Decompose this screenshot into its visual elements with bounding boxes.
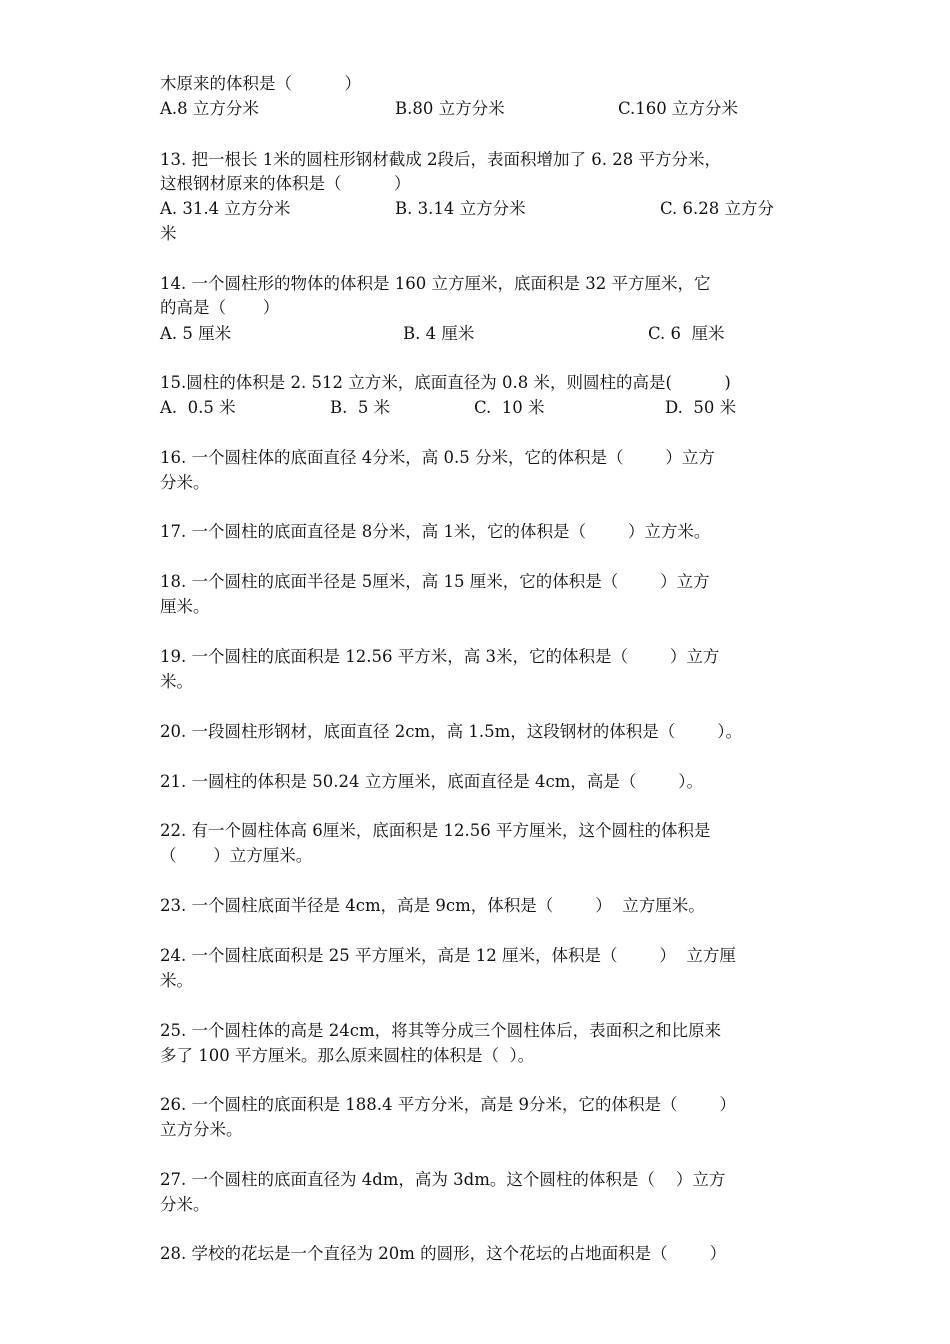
q16-line-1: 16. 一个圆柱体的底面直径 4分米，高 0.5 分米，它的体积是（ ）立方 bbox=[160, 448, 715, 467]
q14-line-2: 的高是（ ） bbox=[160, 298, 280, 317]
q15-option-d: D. 50 米 bbox=[665, 398, 737, 417]
q18-line-1: 18. 一个圆柱的底面半径是 5厘米，高 15 厘米，它的体积是（ ）立方 bbox=[160, 572, 710, 591]
q15-option-a: A. 0.5 米 bbox=[160, 398, 236, 417]
q12-option-b: B.80 立方分米 bbox=[395, 99, 505, 118]
q22-line-2: （ ）立方厘米。 bbox=[160, 846, 313, 865]
q27-line-2: 分米。 bbox=[160, 1195, 210, 1214]
q13-option-b: B. 3.14 立方分米 bbox=[395, 199, 526, 218]
q17-line-1: 17. 一个圆柱的底面直径是 8分米，高 1米，它的体积是（ ）立方米。 bbox=[160, 522, 711, 541]
q15-option-b: B. 5 米 bbox=[330, 398, 391, 417]
q19-line-1: 19. 一个圆柱的底面积是 12.56 平方米，高 3米，它的体积是（ ）立方 bbox=[160, 647, 720, 666]
q25-line-1: 25. 一个圆柱体的高是 24cm，将其等分成三个圆柱体后，表面积之和比原来 bbox=[160, 1021, 722, 1040]
q19-line-2: 米。 bbox=[160, 672, 193, 691]
q21-line-1: 21. 一圆柱的体积是 50.24 立方厘米，底面直径是 4cm，高是（ ）。 bbox=[160, 772, 704, 791]
q26-line-1: 26. 一个圆柱的底面积是 188.4 平方分米，高是 9分米，它的体积是（ ） bbox=[160, 1095, 736, 1114]
q13-option-c-wrap: 米 bbox=[160, 224, 177, 243]
q22-line-1: 22. 有一个圆柱体高 6厘米，底面积是 12.56 平方厘米，这个圆柱的体积是 bbox=[160, 821, 711, 840]
q26-line-2: 立方分米。 bbox=[160, 1120, 243, 1139]
q14-option-a: A. 5 厘米 bbox=[160, 324, 232, 343]
q13-line-2: 这根钢材原来的体积是（ ） bbox=[160, 174, 411, 193]
q24-line-1: 24. 一个圆柱底面积是 25 平方厘米，高是 12 厘米，体积是（ ） 立方厘 bbox=[160, 946, 736, 965]
q13-option-a: A. 31.4 立方分米 bbox=[160, 199, 291, 218]
q24-line-2: 米。 bbox=[160, 971, 193, 990]
q18-line-2: 厘米。 bbox=[160, 597, 210, 616]
q15-option-c: C. 10 米 bbox=[474, 398, 545, 417]
q27-line-1: 27. 一个圆柱的底面直径为 4dm，高为 3dm。这个圆柱的体积是（ ）立方 bbox=[160, 1170, 726, 1189]
q13-line-1: 13. 把一根长 1米的圆柱形钢材截成 2段后，表面积增加了 6. 28 平方分米， bbox=[160, 150, 721, 169]
q12-line-1: 木原来的体积是（ ） bbox=[160, 74, 361, 93]
q13-option-c: C. 6.28 立方分 bbox=[660, 199, 775, 218]
q25-line-2: 多了 100 平方厘米。那么原来圆柱的体积是（ ）。 bbox=[160, 1046, 535, 1065]
q28-line-1: 28. 学校的花坛是一个直径为 20m 的圆形，这个花坛的占地面积是（ ） bbox=[160, 1244, 727, 1263]
q15-line-1: 15.圆柱的体积是 2. 512 立方米，底面直径为 0.8 米，则圆柱的高是( ) bbox=[160, 373, 731, 392]
q12-option-c: C.160 立方分米 bbox=[618, 99, 739, 118]
q12-option-a: A.8 立方分米 bbox=[160, 99, 259, 118]
q16-line-2: 分米。 bbox=[160, 473, 210, 492]
q14-line-1: 14. 一个圆柱形的物体的体积是 160 立方厘米，底面积是 32 平方厘米，它 bbox=[160, 274, 711, 293]
q14-option-b: B. 4 厘米 bbox=[403, 324, 475, 343]
q20-line-1: 20. 一段圆柱形钢材，底面直径 2cm，高 1.5m，这段钢材的体积是（ ）。 bbox=[160, 722, 742, 741]
q23-line-1: 23. 一个圆柱底面半径是 4cm，高是 9cm，体积是（ ） 立方厘米。 bbox=[160, 896, 705, 915]
q14-option-c: C. 6 厘米 bbox=[648, 324, 725, 343]
